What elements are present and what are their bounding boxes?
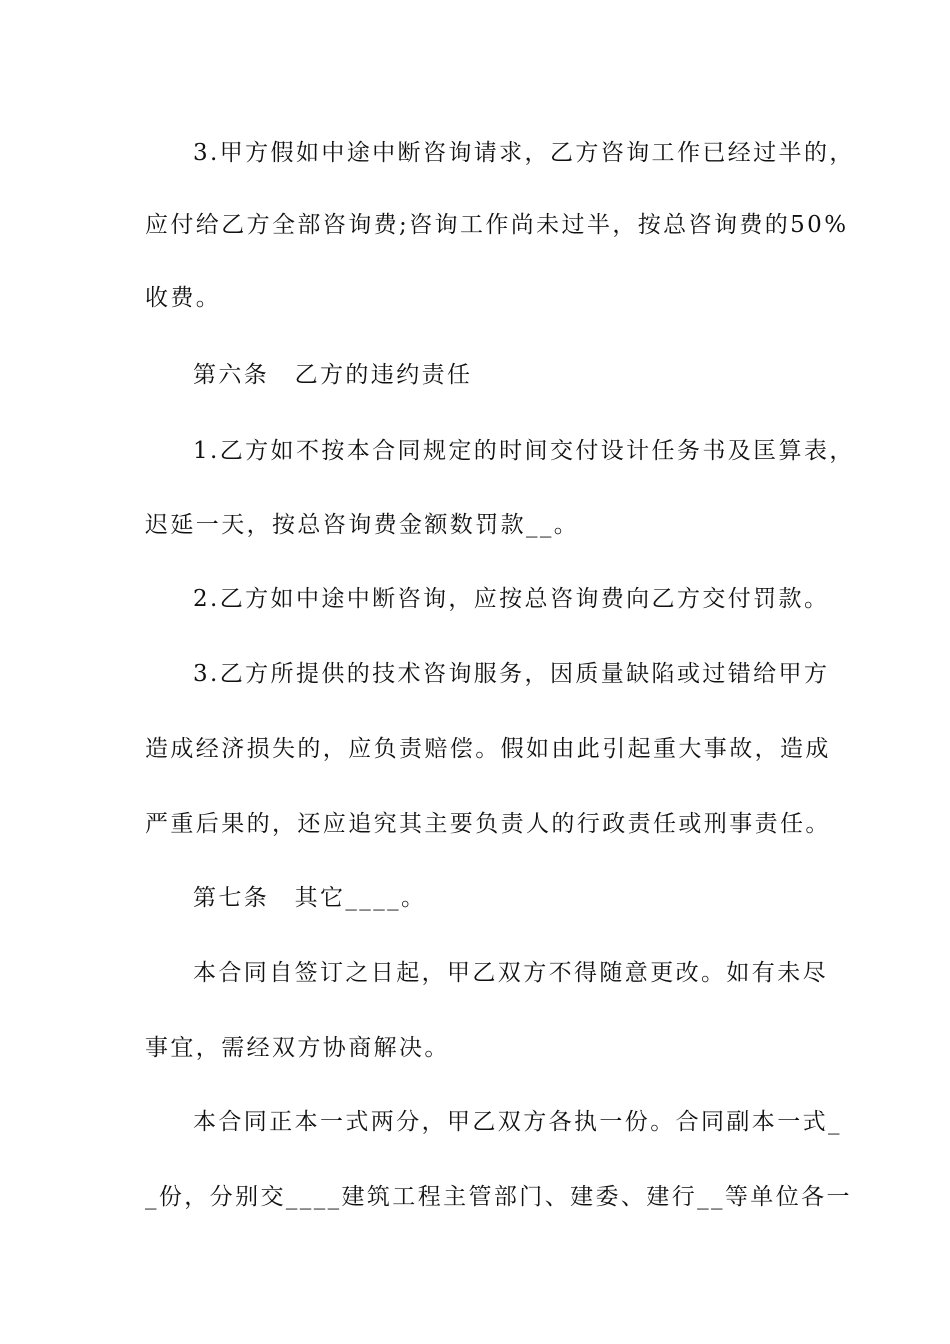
paragraph-line: 本合同自签订之日起，甲乙双方不得随意更改。如有未尽 xyxy=(193,960,828,986)
paragraph-line: 3.乙方所提供的技术咨询服务，因质量缺陷或过错给甲方 xyxy=(193,661,830,687)
paragraph-line: 2.乙方如中途中断咨询，应按总咨询费向乙方交付罚款。 xyxy=(193,586,830,612)
paragraph-line: 迟延一天，按总咨询费金额数罚款__。 xyxy=(145,512,580,538)
paragraph-line: 严重后果的，还应追究其主要负责人的行政责任或刑事责任。 xyxy=(145,811,831,837)
paragraph-line: _份，分别交____建筑工程主管部门、建委、建行__等单位各一 xyxy=(145,1184,852,1210)
paragraph-line: 事宜，需经双方协商解决。 xyxy=(145,1035,450,1061)
paragraph-line: 收费。 xyxy=(145,285,222,311)
paragraph-line: 3.甲方假如中途中断咨询请求，乙方咨询工作已经过半的， xyxy=(193,140,855,166)
paragraph-line: 造成经济损失的，应负责赔偿。假如由此引起重大事故，造成 xyxy=(145,736,831,762)
article-heading: 第六条 乙方的违约责任 xyxy=(193,362,473,388)
paragraph-line: 应付给乙方全部咨询费;咨询工作尚未过半，按总咨询费的50% xyxy=(145,212,849,238)
article-heading: 第七条 其它____。 xyxy=(193,885,427,911)
paragraph-line: 1.乙方如不按本合同规定的时间交付设计任务书及匡算表， xyxy=(193,438,855,464)
paragraph-line: 本合同正本一式两分，甲乙双方各执一份。合同副本一式_ xyxy=(193,1109,842,1135)
